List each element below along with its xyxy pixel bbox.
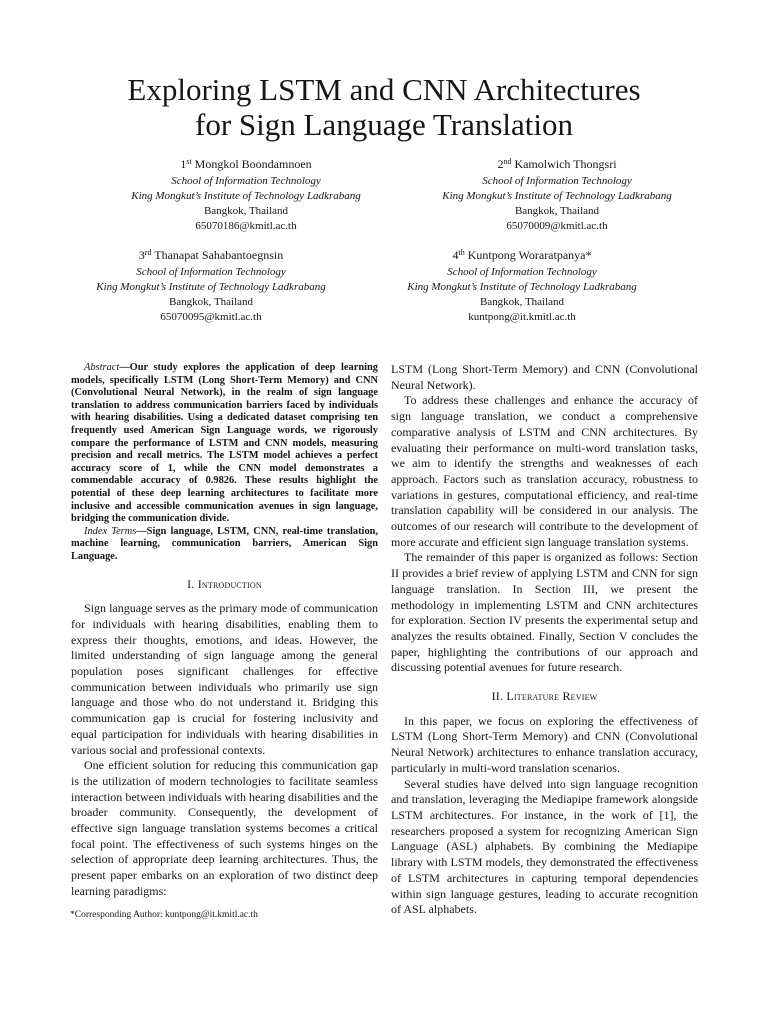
author-institute: King Mongkut’s Institute of Technology Ladkrabang [442,190,672,202]
author-school: School of Information Technology [482,175,632,187]
author-school: School of Information Technology [136,266,286,278]
paragraph: Sign language serves as the primary mode of communication for individuals with hearing disabilities, enabling them to express their thoughts, emotions, and ideas. However, the limited understanding of sign language among the general population poses significant challenges for effective communication between individuals who primarily use sign language and those who do not understand it. Bridging this communication gap is crucial for fostering inclusivity and equal participation for individuals with hearing disabilities in various social and professional contexts. [71,601,378,757]
paper-title [60,72,708,142]
paper-title-line-2: for Sign Language Translation [195,107,573,142]
author-email: 65070009@kmitl.ac.th [506,220,608,232]
author-school: School of Information Technology [171,175,321,187]
author-block-4 [357,247,687,325]
author-block-2 [392,156,722,234]
author-email: 65070186@kmitl.ac.th [195,220,297,232]
left-column [71,362,378,900]
paragraph: In this paper, we focus on exploring the effectiveness of LSTM (Long Short-Term Memory) and CNN (Convolutional Neural Network) architectures to enhance translation accuracy, particularly in multi-word translation scenarios. [391,713,698,775]
paper-title-line-1: Exploring LSTM and CNN Architectures [127,72,641,107]
author-block-3 [46,247,376,325]
author-institute: King Mongkut’s Institute of Technology Ladkrabang [131,190,361,202]
paragraph: Several studies have delved into sign language recognition and translation, leveraging the Mediapipe framework alongside LSTM architectures. For instance, in the work of [1], the researchers proposed a system for recognizing American Sign Language (ASL) alphabets. By combining the Mediapipe library with LSTM models, they demonstrated the effectiveness of LSTM architectures in capturing temporal dependencies within sign language gestures, leading to accurate recognition of ASL alphabets. [391,776,698,917]
author-block-1 [81,156,411,234]
author-institute: King Mongkut’s Institute of Technology Ladkrabang [407,281,637,293]
section-heading-literature-review: II. Literature Review [491,689,598,704]
author-location: Bangkok, Thailand [479,296,565,308]
author-location: Bangkok, Thailand [168,296,254,308]
abstract: Abstract—Our study explores the application of deep learning models, specifically LSTM (Long Short-Term Memory) and CNN (Convolutional Neural Network), in the realm of sign language translation to address communication barriers faced by individuals with hearing disabilities. Using a dedicated dataset comprising ten frequently used American Sign Language words, we rigorously compare the performance of LSTM and CNN models, measuring precision and recall metrics. The LSTM model achieves a perfect accuracy score of 1, while the CNN model demonstrates a commendable accuracy of 0.9826. These results highlight the potential of these deep learning architectures to facilitate more inclusive and accessible communication avenues in sign language, bridging the communication divide. [71,362,378,525]
paragraph: The remainder of this paper is organized as follows: Section II provides a brief review of applying LSTM and CNN for sign language translation. In Section III, we present the methodology in implementing LSTM and CNN architectures for exploration. Section IV presents the experimental setup and analyzes the results obtained. Finally, Section V concludes the paper, highlighting the contributions of our approach and discussing potential avenues for future research. [391,550,698,675]
author-location: Bangkok, Thailand [203,205,289,217]
section-heading-introduction: I. Introduction [187,576,262,591]
paragraph: To address these challenges and enhance the accuracy of sign language translation, we conduct a comprehensive comparative analysis of LSTM and CNN architectures. By evaluating their performance on multi-word translation tasks, we aim to identify the strengths and weaknesses of each approach. Factors such as translation accuracy, robustness to variations in gestures, computational efficiency, and real-time translation capability will be considered in our analysis. The outcomes of our research will contribute to the development of more accurate and efficient sign language translation systems. [391,393,698,549]
footnote: *Corresponding Author: kuntpong@it.kmitl.ac.th [70,910,258,920]
author-school: School of Information Technology [447,266,597,278]
author-institute: King Mongkut’s Institute of Technology Ladkrabang [96,281,326,293]
author-name: 3rd Thanapat Sahabantoegnsin [138,248,284,262]
author-name: 2nd Kamolwich Thongsri [497,157,617,171]
paragraph: One efficient solution for reducing this communication gap is the utilization of modern technologies to facilitate seamless interaction between individuals with hearing disabilities and the broader community. Consequently, the development of effective sign language translation systems becomes a critical focal point. The effectiveness of such systems hinges on the selection of appropriate deep learning architectures. Thus, the present paper embarks on an exploration of two distinct deep learning paradigms: [71,758,378,898]
right-column [391,362,698,918]
author-email: 65070095@kmitl.ac.th [160,311,262,323]
author-email: kuntpong@it.kmitl.ac.th [468,311,576,323]
paragraph-continuation: LSTM (Long Short-Term Memory) and CNN (Convolutional Neural Network). [391,362,698,392]
index-terms: Index Terms—Sign language, LSTM, CNN, real-time translation, machine learning, communication barriers, American Sign Language. [71,525,379,562]
author-name: 1st Mongkol Boondamnoen [180,157,312,171]
author-name: 4th Kuntpong Woraratpanya* [452,248,592,262]
author-location: Bangkok, Thailand [514,205,600,217]
